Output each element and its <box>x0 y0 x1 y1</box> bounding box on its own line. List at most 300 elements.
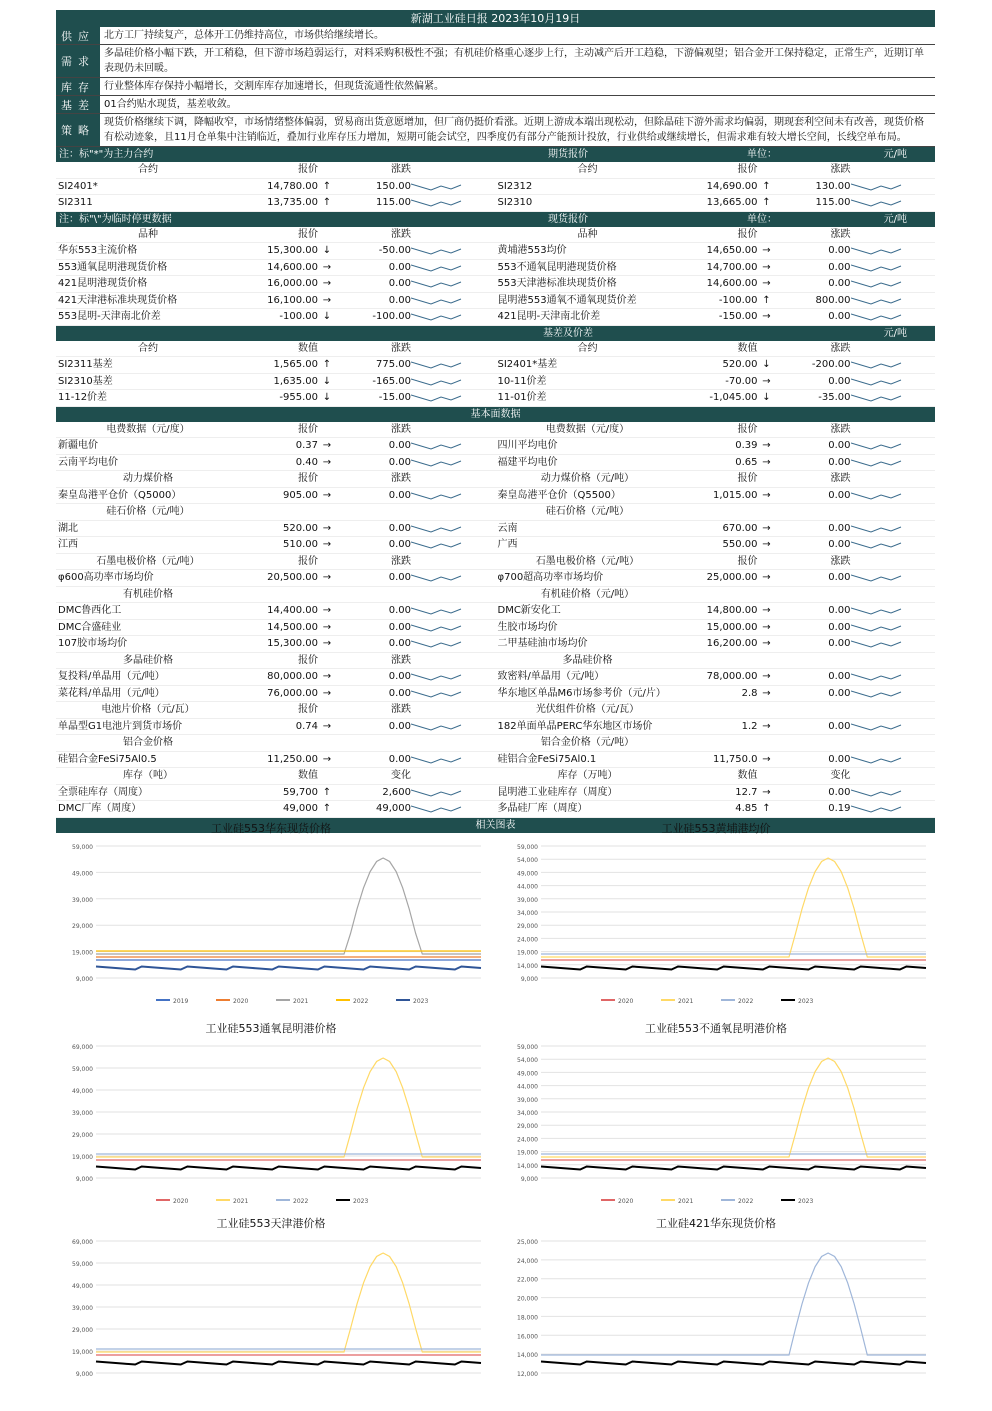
trend-arrow-icon: → <box>762 311 771 322</box>
y-tick-label: 34,000 <box>517 910 538 917</box>
fund-data-row <box>496 719 936 736</box>
legend-label: 2021 <box>233 1198 249 1205</box>
series-line <box>96 1058 481 1157</box>
spot-table <box>56 227 935 326</box>
fund-row <box>56 471 935 488</box>
 <box>318 735 336 751</box>
row-name: SI2311 <box>58 197 93 208</box>
y-tick-label: 59,000 <box>72 844 93 851</box>
 <box>758 422 776 438</box>
sparkline <box>411 606 463 616</box>
fund-data-row <box>496 537 936 554</box>
summary-text: 01合约贴水现货，基差收敛。 <box>104 99 237 110</box>
row-name: 421天津港标准块现货价格 <box>58 294 178 306</box>
table-half <box>496 227 936 326</box>
trend-arrow-icon: → <box>762 605 771 616</box>
y-tick-label: 9,000 <box>520 1176 538 1183</box>
sparkline-cell <box>411 752 491 768</box>
sparkline-cell <box>411 195 491 211</box>
row-name: 553天津港标准块现货价格 <box>497 278 617 289</box>
sparkline <box>411 524 463 534</box>
sparkline-cell <box>411 669 491 685</box>
trend-arrow-icon: → <box>322 605 332 616</box>
sparkline-cell <box>411 293 491 309</box>
fund-data-row <box>56 488 496 505</box>
fund-data-row <box>56 686 496 703</box>
fund-row <box>56 521 935 538</box>
sparkline-cell <box>851 390 931 406</box>
col-header: 合约 <box>138 342 158 354</box>
report-sheet <box>56 10 935 833</box>
col-header <box>336 587 411 603</box>
trend-arrow-icon: → <box>322 294 332 306</box>
sparkline <box>851 263 903 273</box>
row-change: 49,000 <box>376 803 411 814</box>
sparkline-cell <box>411 260 491 276</box>
fund-row <box>56 801 935 818</box>
col-header <box>411 341 491 357</box>
sparkline <box>411 296 463 306</box>
sparkline <box>851 689 903 699</box>
col-header <box>758 162 776 178</box>
row-change: 0.00 <box>828 261 851 273</box>
fund-data-row <box>56 719 496 736</box>
table-row <box>496 276 936 293</box>
col-header <box>678 504 758 520</box>
row-name: 黄埔港553均价 <box>497 245 567 256</box>
fund-half <box>496 636 936 653</box>
col-header: 合约 <box>577 164 598 175</box>
row-price: 16,200.00 <box>706 638 758 649</box>
row-change: 0.00 <box>388 687 411 699</box>
col-header <box>318 227 336 243</box>
chart-4 <box>501 1020 931 1216</box>
y-tick-label: 49,000 <box>72 1088 93 1095</box>
row-price: 80,000.00 <box>267 671 318 682</box>
fund-data-row <box>56 620 496 637</box>
section-name: 电池片价格（元/瓦） <box>101 704 195 715</box>
row-price: 0.39 <box>735 440 758 451</box>
section-name: 多晶硅价格 <box>123 654 173 666</box>
row-name: SI2310 <box>497 197 533 208</box>
chart-plot <box>56 838 486 1006</box>
unit-label: 单位： <box>747 213 777 225</box>
fund-row <box>56 603 935 620</box>
row-change: 0.00 <box>828 456 851 468</box>
row-change: 0.00 <box>388 294 411 306</box>
trend-arrow-icon: → <box>762 753 771 765</box>
series-line <box>96 1362 481 1365</box>
fund-data-row <box>496 636 936 653</box>
col-header: 涨跌 <box>391 228 411 240</box>
trend-arrow-icon: ↑ <box>322 786 332 798</box>
chart-2 <box>501 820 931 1016</box>
table-row <box>56 179 496 196</box>
row-name: SI2310基差 <box>58 375 113 387</box>
row-price: 670.00 <box>722 522 758 534</box>
trend-arrow-icon: → <box>322 638 332 649</box>
sparkline-cell <box>411 374 491 390</box>
y-tick-label: 14,000 <box>517 1352 538 1360</box>
y-tick-label: 39,000 <box>72 1110 93 1117</box>
sparkline <box>851 296 903 306</box>
row-change: 0.00 <box>828 522 851 534</box>
fund-data-row <box>56 537 496 554</box>
table-row <box>496 260 936 277</box>
sparkline-cell <box>851 752 931 768</box>
fund-half <box>56 587 496 604</box>
col-header: 涨跌 <box>391 654 411 666</box>
y-tick-label: 49,000 <box>517 870 538 878</box>
row-price: 14,700.00 <box>706 261 758 273</box>
fund-data-row <box>496 521 936 538</box>
table-header <box>56 162 496 179</box>
fund-half <box>496 455 936 472</box>
 <box>758 702 776 718</box>
trend-arrow-icon: → <box>762 456 771 468</box>
sparkline-cell <box>851 801 931 817</box>
sparkline-cell <box>851 438 931 454</box>
sparkline <box>411 755 463 765</box>
fund-half <box>56 752 496 769</box>
fund-half <box>56 636 496 653</box>
fund-data-row <box>496 686 936 703</box>
row-name: 华东地区单晶M6市场参考价（元/片） <box>497 687 666 699</box>
 <box>758 653 776 669</box>
trend-arrow-icon: → <box>762 522 771 534</box>
row-price: 14,650.00 <box>706 245 758 256</box>
row-name: 广西 <box>497 539 518 550</box>
col-header: 涨跌 <box>830 164 851 175</box>
sparkline-cell <box>411 537 491 553</box>
chart-plot <box>501 838 931 1006</box>
sparkline-cell <box>411 686 491 702</box>
col-header <box>318 162 336 178</box>
col-header <box>238 587 318 603</box>
fund-section-header <box>56 768 496 785</box>
col-header <box>776 587 851 603</box>
sparkline-cell <box>411 620 491 636</box>
sparkline-cell <box>851 179 931 195</box>
fund-section-header <box>496 702 936 719</box>
sparkline <box>411 491 463 501</box>
row-name: 553不通氧昆明港现货价格 <box>497 261 617 273</box>
sparkline-cell <box>411 521 491 537</box>
section-name: 光伏组件价格（元/瓦） <box>535 704 640 715</box>
fund-half <box>56 686 496 703</box>
y-tick-label: 24,000 <box>517 1257 538 1265</box>
sparkline <box>411 279 463 289</box>
trend-arrow-icon: → <box>762 245 771 256</box>
fund-data-row <box>56 785 496 802</box>
row-price: 13,735.00 <box>267 197 318 208</box>
sparkline-cell <box>411 488 491 504</box>
fund-row <box>56 587 935 604</box>
chart-3 <box>56 1020 486 1216</box>
 <box>851 504 931 520</box>
fund-half <box>496 537 936 554</box>
fund-row <box>56 537 935 554</box>
trend-arrow-icon: → <box>322 753 332 765</box>
fund-half <box>496 504 936 521</box>
fund-section-header <box>56 554 496 571</box>
fund-row <box>56 570 935 587</box>
chart-1 <box>56 820 486 1016</box>
section-name: 石墨电极价格（元/吨） <box>535 555 640 567</box>
col-header <box>678 702 758 718</box>
fund-row <box>56 488 935 505</box>
sparkline <box>411 540 463 550</box>
row-price: 4.85 <box>735 803 758 814</box>
sparkline <box>851 606 903 616</box>
y-tick-label: 9,000 <box>520 976 538 983</box>
sparkline <box>411 804 463 814</box>
row-change: 0.00 <box>388 278 411 289</box>
row-name: 10-11价差 <box>497 375 547 387</box>
row-change: 2,600 <box>382 786 411 798</box>
row-name: 多晶硅厂库（周度） <box>497 803 588 814</box>
table-row <box>496 195 936 212</box>
row-name: DMC新安化工 <box>497 605 561 616</box>
series-line <box>541 1362 926 1365</box>
fund-half <box>496 521 936 538</box>
fund-data-row <box>496 570 936 587</box>
y-tick-label: 49,000 <box>517 1070 538 1078</box>
col-header <box>851 227 931 243</box>
row-price: 1,015.00 <box>712 489 758 501</box>
fund-row <box>56 438 935 455</box>
sparkline <box>411 573 463 583</box>
row-name: SI2401* <box>58 180 98 192</box>
sparkline <box>851 279 903 289</box>
legend-label: 2023 <box>798 998 814 1005</box>
y-tick-label: 19,000 <box>72 949 93 957</box>
row-change: 0.00 <box>388 440 411 451</box>
 <box>411 702 491 718</box>
spot-band <box>56 212 935 227</box>
sparkline <box>851 441 903 451</box>
row-price: 14,600.00 <box>267 261 318 273</box>
row-change: 0.00 <box>388 605 411 616</box>
 <box>851 587 931 603</box>
fund-half <box>56 438 496 455</box>
col-header: 品种 <box>577 228 598 240</box>
table-half <box>56 162 496 212</box>
futures-band <box>56 147 935 162</box>
row-price: 550.00 <box>722 539 758 550</box>
chart-6 <box>501 1215 931 1411</box>
series-line <box>541 1167 926 1170</box>
col-header <box>411 227 491 243</box>
trend-arrow-icon: → <box>322 621 332 633</box>
trend-arrow-icon: → <box>762 687 771 699</box>
row-change: 0.00 <box>388 572 411 583</box>
row-price: 59,700 <box>283 786 318 798</box>
row-name: 421昆明港现货价格 <box>58 278 148 289</box>
row-name: 菜花料/单晶用（元/吨） <box>58 687 165 699</box>
section-name: 石墨电极价格（元/吨） <box>96 555 200 567</box>
sparkline <box>411 182 463 192</box>
sparkline-cell <box>851 260 931 276</box>
y-tick-label: 24,000 <box>517 1136 538 1144</box>
row-price: 0.74 <box>295 720 318 732</box>
summary-label: 需求 <box>56 45 100 77</box>
legend-label: 2023 <box>413 998 429 1005</box>
table-half <box>56 341 496 407</box>
charts-area <box>56 820 935 1400</box>
sparkline <box>851 393 903 403</box>
 <box>318 422 336 438</box>
sparkline-cell <box>851 636 931 652</box>
summary-row <box>56 45 935 78</box>
chart-plot <box>56 1038 486 1206</box>
legend-label: 2022 <box>293 1198 309 1205</box>
fund-data-row <box>496 488 936 505</box>
row-price: 14,690.00 <box>706 180 758 192</box>
row-name: 生胶市场均价 <box>497 621 558 633</box>
sparkline <box>411 672 463 682</box>
fund-row <box>56 422 935 439</box>
col-header <box>411 162 491 178</box>
fund-row <box>56 719 935 736</box>
fund-section-header <box>56 735 496 752</box>
chart-title: 工业硅553通氧昆明港价格 <box>205 1022 337 1035</box>
fund-half <box>496 438 936 455</box>
y-tick-label: 19,000 <box>517 949 538 957</box>
fund-row <box>56 504 935 521</box>
fund-half <box>56 537 496 554</box>
row-price: -70.00 <box>725 375 758 387</box>
fund-half <box>496 653 936 670</box>
summary-label: 基差 <box>56 96 100 113</box>
y-tick-label: 39,000 <box>517 896 538 904</box>
fund-half <box>56 768 496 785</box>
fund-data-row <box>56 438 496 455</box>
fund-row <box>56 768 935 785</box>
row-name: DMC鲁西化工 <box>58 605 122 616</box>
sparkline <box>411 458 463 468</box>
row-change: 0.00 <box>828 311 851 322</box>
trend-arrow-icon: ↑ <box>762 180 771 192</box>
trend-arrow-icon: ↓ <box>762 359 771 370</box>
row-change: 0.00 <box>388 261 411 273</box>
 <box>411 587 491 603</box>
trend-arrow-icon: ↓ <box>322 311 332 322</box>
row-price: 1,635.00 <box>273 375 318 387</box>
sparkline <box>411 360 463 370</box>
y-tick-label: 39,000 <box>72 896 93 904</box>
section-name: 电费数据（元/度） <box>545 423 630 435</box>
col-header <box>678 587 758 603</box>
legend-label: 2022 <box>738 1198 754 1205</box>
col-header <box>318 341 336 357</box>
futures-table <box>56 162 935 212</box>
 <box>411 653 491 669</box>
fund-half <box>56 653 496 670</box>
legend-label: 2020 <box>618 998 634 1005</box>
col-header <box>336 504 411 520</box>
 <box>758 768 776 784</box>
section-name: 铝合金价格（元/吨） <box>540 737 635 748</box>
trend-arrow-icon: → <box>762 572 771 583</box>
sparkline <box>411 393 463 403</box>
trend-arrow-icon: → <box>322 539 332 550</box>
section-name: 铝合金价格 <box>123 737 173 748</box>
fund-section-header <box>56 504 496 521</box>
fund-data-row <box>56 669 496 686</box>
col-header: 报价 <box>298 423 318 435</box>
 <box>851 735 931 751</box>
fund-section-header <box>56 587 496 604</box>
table-header <box>56 227 496 244</box>
sparkline <box>851 377 903 387</box>
table-row <box>496 179 936 196</box>
sparkline-cell <box>851 374 931 390</box>
table-half <box>496 162 936 212</box>
unit-value: 元/吨 <box>883 149 907 160</box>
trend-arrow-icon: ↑ <box>322 359 332 370</box>
fund-row <box>56 752 935 769</box>
table-header <box>496 162 936 179</box>
row-price: -955.00 <box>279 392 318 403</box>
y-tick-label: 34,000 <box>517 1110 538 1117</box>
y-tick-label: 24,000 <box>517 936 538 944</box>
 <box>318 504 336 520</box>
fund-data-row <box>56 521 496 538</box>
col-header: 涨跌 <box>391 164 411 175</box>
summary-text: 行业整体库存保持小幅增长，交割库库存加速增长，但现货流通性依然偏紧。 <box>104 81 444 92</box>
fund-data-row <box>496 752 936 769</box>
chart-title: 工业硅553华东现货价格 <box>211 822 331 835</box>
fund-data-row <box>496 785 936 802</box>
fund-half <box>56 669 496 686</box>
sparkline-cell <box>411 785 491 801</box>
sparkline-cell <box>411 636 491 652</box>
section-name: 有机硅价格 <box>123 588 173 600</box>
fund-section-header <box>496 554 936 571</box>
col-header: 涨跌 <box>830 555 851 567</box>
row-price: 1,565.00 <box>273 359 318 370</box>
fund-half <box>496 603 936 620</box>
col-header <box>776 504 851 520</box>
row-name: 11-12价差 <box>58 392 108 403</box>
fund-half <box>56 735 496 752</box>
legend-label: 2021 <box>678 998 694 1005</box>
row-price: -100.00 <box>279 311 318 322</box>
table-row <box>56 309 496 326</box>
fund-half <box>496 801 936 818</box>
table-header <box>496 341 936 358</box>
y-tick-label: 9,000 <box>75 1176 93 1183</box>
row-name: 秦皇岛港平仓价（Q5000） <box>58 489 182 501</box>
summary-label: 库存 <box>56 78 100 95</box>
row-price: 15,000.00 <box>706 621 758 633</box>
sparkline <box>411 689 463 699</box>
row-name: SI2311基差 <box>58 359 113 370</box>
col-header: 报价 <box>737 473 758 484</box>
fund-half <box>56 603 496 620</box>
sparkline-cell <box>411 390 491 406</box>
col-header: 合约 <box>138 164 158 175</box>
fund-half <box>496 587 936 604</box>
summary-text: 北方工厂持续复产，总体开工仍维持高位，市场供给继续增长。 <box>104 30 384 41</box>
row-change: 115.00 <box>376 197 411 208</box>
row-change: 0.00 <box>388 671 411 682</box>
 <box>851 554 931 570</box>
row-change: 0.00 <box>828 572 851 583</box>
row-change: 0.00 <box>828 638 851 649</box>
trend-arrow-icon: ↑ <box>322 803 332 814</box>
